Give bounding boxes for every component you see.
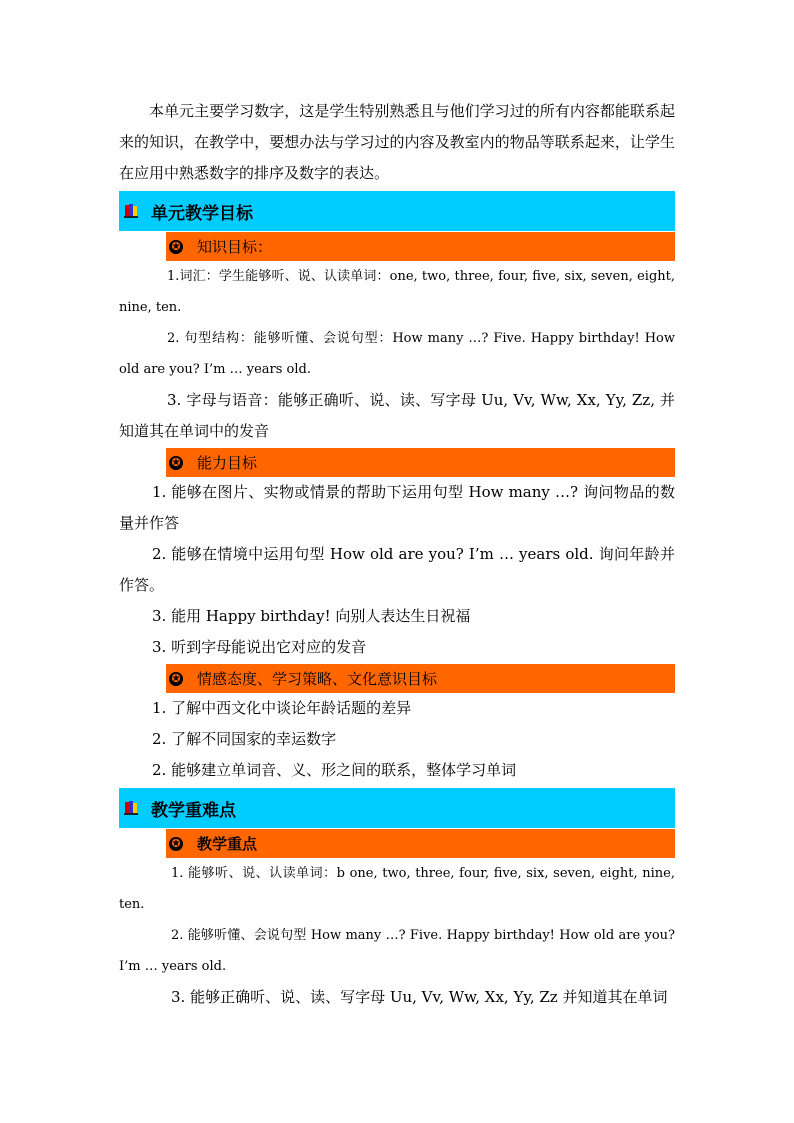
document-page (119, 96, 675, 1013)
subheading-title: 教学重点 (197, 835, 258, 853)
knowledge-item: 2. 句型结构：能够听懂、会说句型：How many …? Five. Happy birthday! How old are you? I’m … years old. (119, 331, 675, 377)
section-heading-key-points (119, 788, 675, 828)
subheading-key (166, 829, 675, 858)
section-title: 单元教学目标 (151, 203, 253, 224)
key-item: 1. 能够听、说、认读单词：b one, two, three, four, five, six, seven, eight, nine, ten. (119, 866, 675, 912)
star-bullet-icon: ✪ (169, 456, 183, 470)
section-heading-goals (119, 191, 675, 231)
knowledge-item: 3. 字母与语音：能够正确听、说、读、写字母 Uu, Vv, Ww, Xx, Yy, Zz, 并知道其在单词中的发音 (119, 391, 675, 440)
emotion-item: 2. 了解不同国家的幸运数字 (152, 730, 337, 748)
intro-paragraph: 本单元主要学习数字，这是学生特别熟悉且与他们学习过的所有内容都能联系起来的知识，在教学中，要想办法与学习过的内容及教室内的物品等联系起来，让学生在应用中熟悉数字的排序及数字的表达。 (119, 102, 675, 182)
book-icon (123, 203, 139, 219)
subheading-knowledge (166, 232, 675, 261)
ability-item: 1. 能够在图片、实物或情景的帮助下运用句型 How many …? 询问物品的数量并作答 (119, 483, 675, 532)
subheading-title: 情感态度、学习策略、文化意识目标 (197, 670, 438, 688)
key-item: 2. 能够听懂、会说句型 How many …? Five. Happy birthday! How old are you? I’m … years old. (119, 928, 675, 974)
subheading-emotion (166, 664, 675, 693)
ability-item: 2. 能够在情境中运用句型 How old are you? I’m … years old. 询问年龄并作答。 (119, 545, 675, 594)
key-item: 3. 能够正确听、说、读、写字母 Uu, Vv, Ww, Xx, Yy, Zz 并知道其在单词 (171, 988, 668, 1006)
star-bullet-icon: ✪ (169, 672, 183, 686)
book-icon (123, 800, 139, 816)
subheading-ability (166, 448, 675, 477)
subheading-title: 能力目标 (197, 454, 258, 472)
knowledge-item: 1.词汇：学生能够听、说、认读单词：one, two, three, four, five, six, seven, eight, nine, ten. (119, 269, 675, 315)
subheading-title: 知识目标： (197, 238, 273, 256)
star-bullet-icon: ✪ (169, 837, 183, 851)
ability-item: 3. 听到字母能说出它对应的发音 (152, 638, 367, 656)
ability-item: 3. 能用 Happy birthday! 向别人表达生日祝福 (152, 607, 471, 625)
emotion-item: 2. 能够建立单词音、义、形之间的联系，整体学习单词 (152, 761, 517, 779)
star-bullet-icon: ✪ (169, 240, 183, 254)
section-title: 教学重难点 (151, 800, 236, 821)
emotion-item: 1. 了解中西文化中谈论年龄话题的差异 (152, 699, 412, 717)
